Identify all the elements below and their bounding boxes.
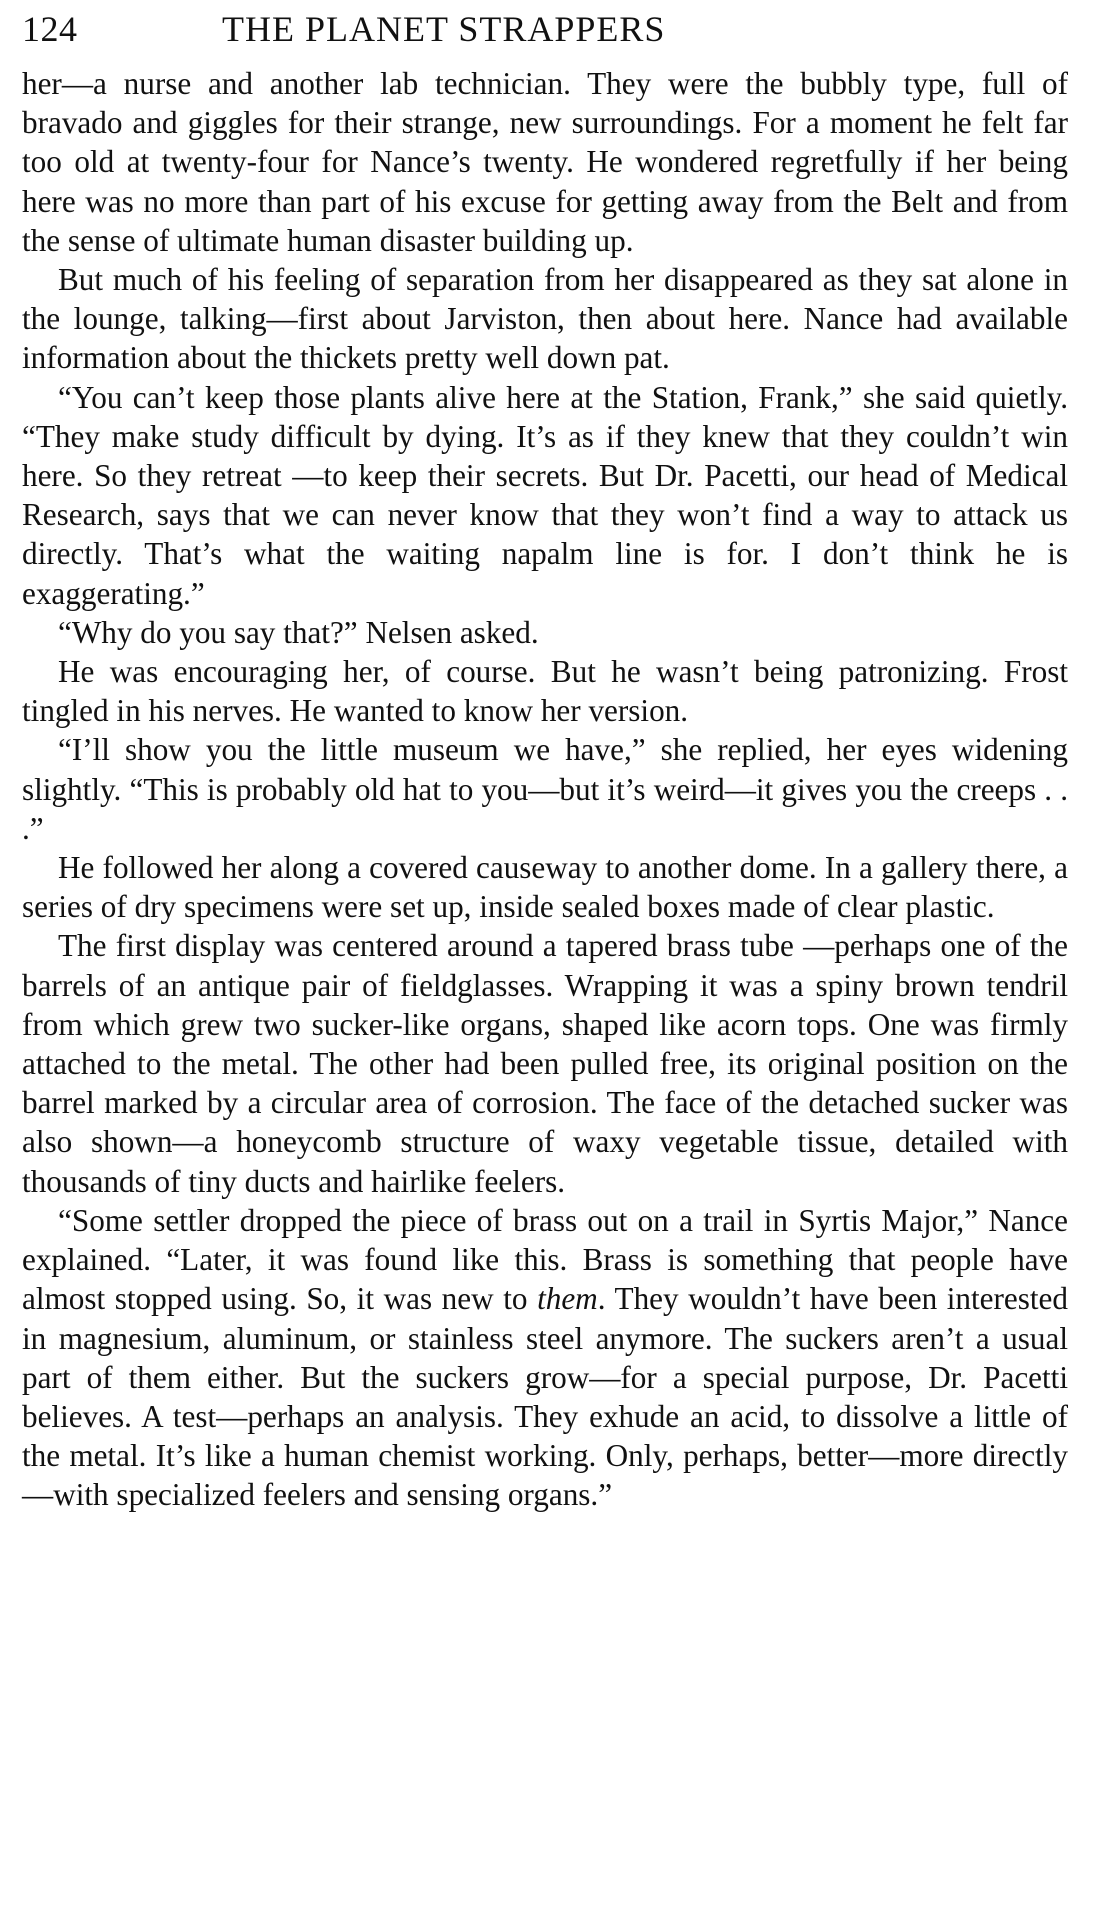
paragraph: “Why do you say that?” Nelsen asked. (58, 614, 539, 650)
page-header (22, 8, 1068, 60)
text-run: “Some settler dropped the piece of brass out on a trail in Syrtis Major,” Nance explained. “Later, it was found like this. Brass is something that people have almost stopped using. So, it was new to (22, 1202, 1068, 1317)
paragraph: “I’ll show you the little museum we have,” she replied, her eyes widening slightly. “This is probably old hat to you—but it’s weird—it gives you the creeps . . .” (22, 732, 1068, 846)
page-number: 124 (22, 9, 78, 49)
paragraph: “You can’t keep those plants alive here at the Station, Frank,” she said quietly. “They make study difficult by dying. It’s as if they knew that they couldn’t win here. So they retreat —to keep their secrets. But Dr. Pacetti, our head of Medical Research, says that we can never know that they won’t find a way to attack us directly. That’s what the waiting napalm line is for. I don’t think he is exaggerating.” (22, 379, 1068, 611)
paragraph: her—a nurse and another lab technician. They were the bubbly type, full of bravado and giggles for their strange, new surroundings. For a moment he felt far too old at twenty-four for Nance’s twenty. He wondered regretfully if her being here was no more than part of his excuse for getting away from the Belt and from the sense of ultimate human disaster building up. (22, 66, 1068, 258)
paragraph: But much of his feeling of separation from her disappeared as they sat alone in the lounge, talking—first about Jarviston, then about here. Nance had available information about the thickets pretty well down pat. (22, 262, 1068, 376)
text-run: . They wouldn’t have been interested in magnesium, aluminum, or stainless steel anymore. The suckers aren’t a usual part of them either. But the suckers grow—for a special purpose, Dr. Pacetti believes. A test—perhaps an analysis. They exhude an acid, to dissolve a little of the metal. It’s like a human chemist working. Only, perhaps, better—more directly—with specialized feelers and sensing organs.” (22, 1281, 1068, 1513)
paragraph: He was encouraging her, of course. But he wasn’t being patronizing. Frost tingled in his nerves. He wanted to know her version. (22, 654, 1068, 729)
running-head: THE PLANET STRAPPERS (222, 9, 666, 49)
paragraph: The first display was centered around a tapered brass tube —perhaps one of the barrels of an antique pair of fieldglasses. Wrapping it was a spiny brown tendril from which grew two sucker-like organs, shaped like acorn tops. One was firmly attached to the metal. The other had been pulled free, its original position on the barrel marked by a circular area of corrosion. The face of the detached sucker was also shown—a honeycomb structure of waxy vegetable tissue, detailed with thousands of tiny ducts and hairlike feelers. (22, 928, 1068, 1199)
paragraph-with-emphasis (22, 1201, 1068, 1515)
emphasized-word: them (537, 1281, 598, 1317)
paragraph: He followed her along a covered causeway to another dome. In a gallery there, a series of dry specimens were set up, inside sealed boxes made of clear plastic. (22, 850, 1068, 925)
body-text (22, 64, 1068, 1515)
book-page (22, 8, 1068, 1515)
